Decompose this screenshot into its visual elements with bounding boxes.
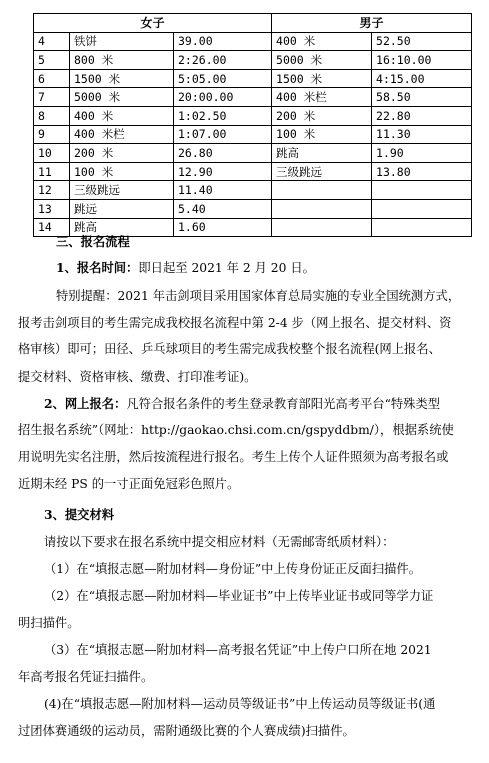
rank-cell: 8 xyxy=(34,106,70,125)
male-score-cell xyxy=(372,218,472,237)
online-registration-line: 用说明先实名注册，然后按流程进行报名。考生上传个人证件照须为高考报名或 xyxy=(18,450,449,464)
registration-time-label: 1、报名时间： xyxy=(56,260,139,275)
female-score-cell: 2:26.00 xyxy=(174,51,272,70)
rank-cell: 5 xyxy=(34,51,70,70)
female-score-cell: 12.90 xyxy=(174,162,272,181)
female-score-cell: 11.40 xyxy=(174,181,272,200)
online-registration-text: 凡符合报名条件的考生登录教育部阳光高考平台“特殊类型 xyxy=(126,397,441,411)
registration-time-text: 即日起至 2021 年 2 月 20 日。 xyxy=(138,261,315,275)
male-score-cell: 58.50 xyxy=(372,88,472,107)
note-line: 特别提醒：2021 年击剑项目采用国家体育总局实施的专业全国统测方式， xyxy=(56,289,461,303)
table-row xyxy=(34,125,472,144)
table-body xyxy=(34,32,472,237)
male-score-cell: 16:10.00 xyxy=(372,51,472,70)
female-score-cell: 1:07.00 xyxy=(174,125,272,144)
female-event-cell: 100 米 xyxy=(70,162,174,181)
rank-cell: 12 xyxy=(34,181,70,200)
note-line: 格审核）即可；田径、乒乓球项目的考生需完成我校整个报名流程(网上报名、 xyxy=(18,342,441,356)
male-score-cell: 11.30 xyxy=(372,125,472,144)
materials-line: 年高考报名凭证扫描件。 xyxy=(18,670,154,684)
materials-line: （2）在“填报志愿—附加材料—毕业证书”中上传毕业证书或同等学力证 xyxy=(44,589,434,603)
online-registration-label: 2、网上报名： xyxy=(44,396,127,411)
note-line: 提交材料、资格审核、缴费、打印准考证)。 xyxy=(18,370,257,384)
table-row xyxy=(34,181,472,200)
male-event-cell: 5000 米 xyxy=(272,51,372,70)
male-event-cell xyxy=(272,181,372,200)
female-event-cell: 200 米 xyxy=(70,144,174,163)
female-header: 女子 xyxy=(34,14,272,33)
female-score-cell: 1.60 xyxy=(174,218,272,237)
male-score-cell xyxy=(372,199,472,218)
female-event-cell: 800 米 xyxy=(70,51,174,70)
rank-cell: 6 xyxy=(34,69,70,88)
female-event-cell: 5000 米 xyxy=(70,88,174,107)
rank-cell: 13 xyxy=(34,199,70,218)
female-score-cell: 1:02.50 xyxy=(174,106,272,125)
male-score-cell: 4:15.00 xyxy=(372,69,472,88)
male-event-cell xyxy=(272,199,372,218)
table-row xyxy=(34,162,472,181)
male-header: 男子 xyxy=(272,14,472,33)
online-registration xyxy=(44,392,440,416)
rank-cell: 10 xyxy=(34,144,70,163)
materials-line: (4)在“填报志愿—附加材料—运动员等级证书”中上传运动员等级证书(通 xyxy=(44,697,436,711)
male-score-cell: 1.90 xyxy=(372,144,472,163)
table-row xyxy=(34,199,472,218)
table-row xyxy=(34,106,472,125)
registration-time xyxy=(56,256,315,280)
male-event-cell xyxy=(272,218,372,237)
male-event-cell: 200 米 xyxy=(272,106,372,125)
female-event-cell: 铁饼 xyxy=(70,32,174,51)
female-event-cell: 1500 米 xyxy=(70,69,174,88)
female-score-cell: 5.40 xyxy=(174,199,272,218)
male-event-cell: 400 米 xyxy=(272,32,372,51)
rank-cell: 7 xyxy=(34,88,70,107)
female-event-cell: 跳高 xyxy=(70,218,174,237)
materials-line: （3）在“填报志愿—附加材料—高考报名凭证”中上传户口所在地 2021 xyxy=(44,643,432,657)
table-row xyxy=(34,88,472,107)
male-event-cell: 跳高 xyxy=(272,144,372,163)
materials-line: 过团体赛通级的运动员，需附通级比赛的个人赛成绩)扫描件。 xyxy=(18,724,355,738)
female-score-cell: 5:05.00 xyxy=(174,69,272,88)
male-score-cell: 22.80 xyxy=(372,106,472,125)
table-header-row xyxy=(34,14,472,33)
female-event-cell: 400 米栏 xyxy=(70,125,174,144)
female-event-cell: 三级跳远 xyxy=(70,181,174,200)
male-event-cell: 三级跳远 xyxy=(272,162,372,181)
note-line: 报考击剑项目的考生需完成我校报名流程中第 2-4 步（网上报名、提交材料、资 xyxy=(18,316,452,330)
rank-cell: 11 xyxy=(34,162,70,181)
female-event-cell: 400 米 xyxy=(70,106,174,125)
table-row xyxy=(34,69,472,88)
male-score-cell: 13.80 xyxy=(372,162,472,181)
male-event-cell: 1500 米 xyxy=(272,69,372,88)
rank-cell: 4 xyxy=(34,32,70,51)
male-score-cell xyxy=(372,181,472,200)
female-score-cell: 39.00 xyxy=(174,32,272,51)
female-event-cell: 跳远 xyxy=(70,199,174,218)
section-heading: 三、报名流程 xyxy=(56,234,130,249)
submit-materials-heading: 3、提交材料 xyxy=(44,507,115,522)
materials-line: 请按以下要求在报名系统中提交相应材料（无需邮寄纸质材料）： xyxy=(44,535,395,549)
table-row xyxy=(34,144,472,163)
female-score-cell: 26.80 xyxy=(174,144,272,163)
table-row xyxy=(34,32,472,51)
score-standards-table xyxy=(33,13,472,237)
materials-line: 明扫描件。 xyxy=(18,616,80,630)
rank-cell: 14 xyxy=(34,218,70,237)
rank-cell: 9 xyxy=(34,125,70,144)
materials-line: （1）在“填报志愿—附加材料—身份证”中上传身份证正反面扫描件。 xyxy=(44,562,422,576)
male-score-cell: 52.50 xyxy=(372,32,472,51)
table-row xyxy=(34,51,472,70)
male-event-cell: 100 米 xyxy=(272,125,372,144)
online-registration-line: 招生报名系统”（网址：http://gaokao.chsi.com.cn/gspyddbm/），根据系统使 xyxy=(18,423,454,437)
female-score-cell: 20:00.00 xyxy=(174,88,272,107)
male-event-cell: 400 米栏 xyxy=(272,88,372,107)
online-registration-line: 近期未经 PS 的一寸正面免冠彩色照片。 xyxy=(18,477,240,491)
